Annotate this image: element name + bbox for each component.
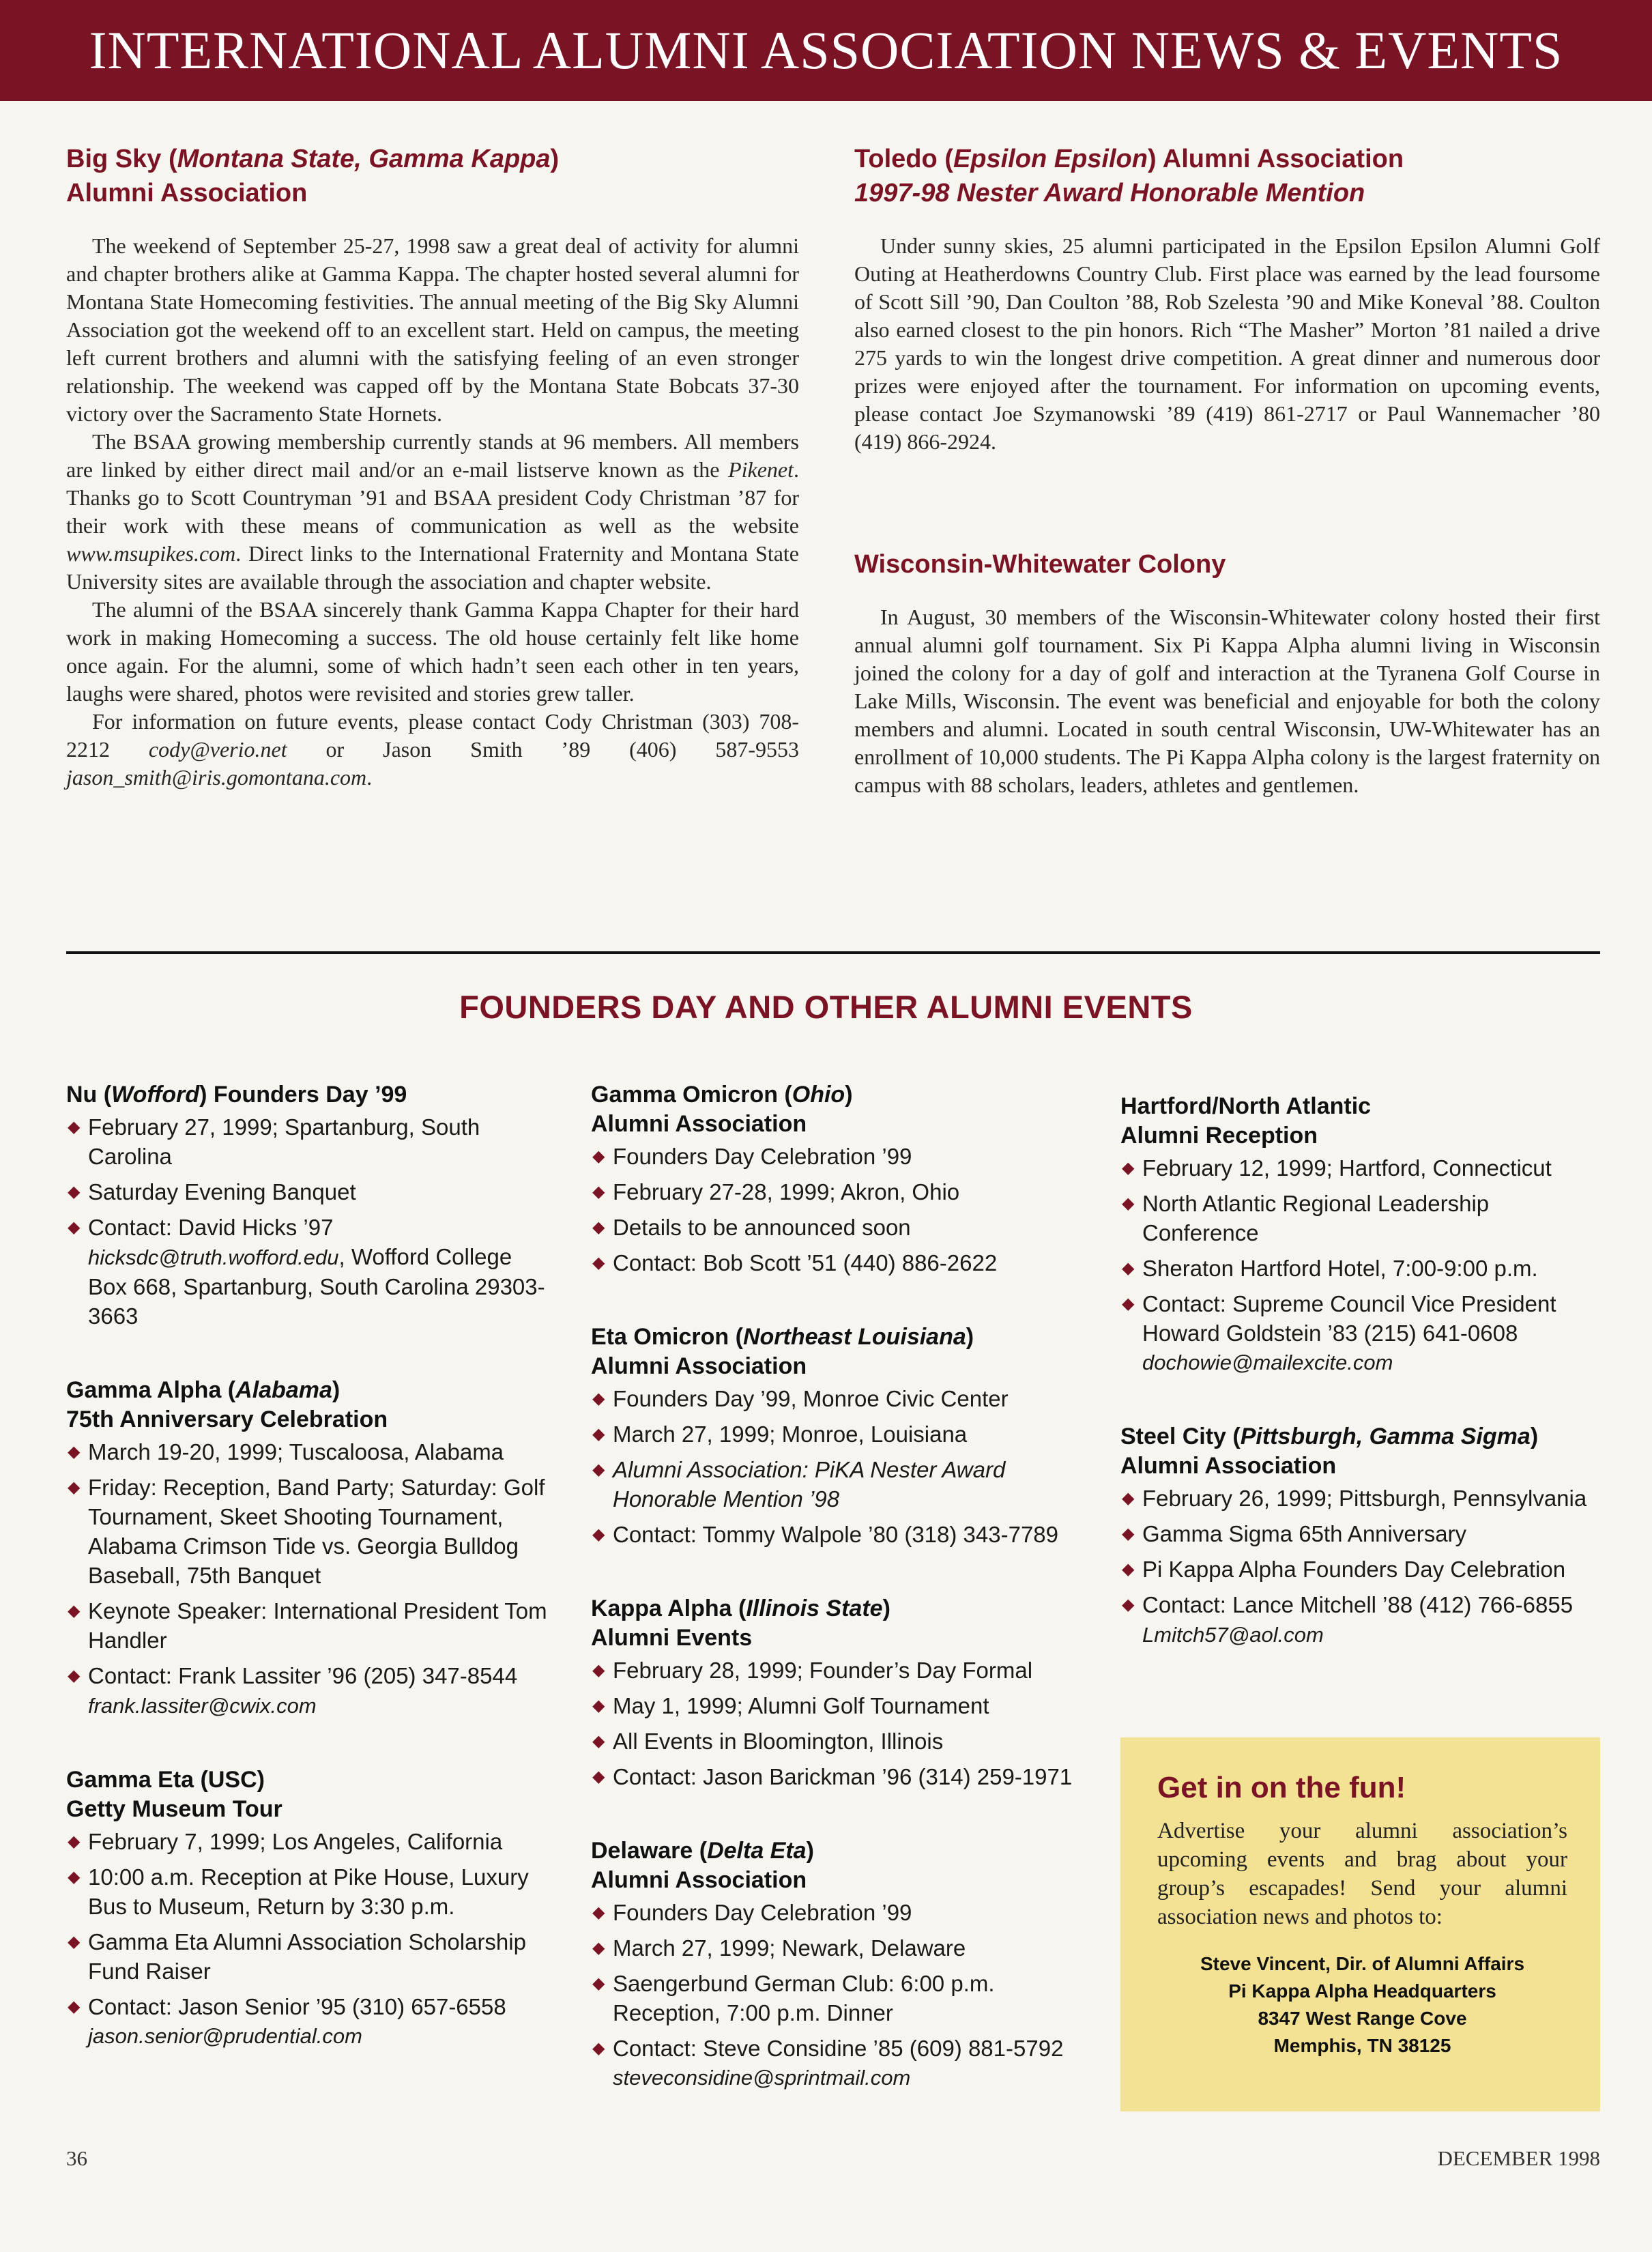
event-heading: Eta Omicron (Northeast Louisiana) Alumni Association — [591, 1324, 974, 1379]
list-item: ◆ Contact: Lance Mitchell ’88 (412) 766-6855 Lmitch57@aol.com — [1120, 1590, 1600, 1649]
list-item: ◆ February 28, 1999; Founder’s Day Formal — [591, 1656, 1075, 1685]
event-gamma-omicron — [591, 1080, 1075, 1277]
event-hartford — [1120, 1092, 1600, 1377]
list-item: ◆ February 27-28, 1999; Akron, Ohio — [591, 1177, 1075, 1207]
list-item: ◆ Contact: Steve Considine ’85 (609) 881-5792 steveconsidine@sprintmail.com — [591, 2034, 1075, 2092]
list-item: ◆ Pi Kappa Alpha Founders Day Celebration — [1120, 1555, 1600, 1584]
event-heading: Nu (Wofford) Founders Day ’99 — [66, 1082, 407, 1108]
bullet-icon: ◆ — [592, 2039, 605, 2058]
bullet-icon: ◆ — [592, 1767, 605, 1786]
events-section-title: FOUNDERS DAY AND OTHER ALUMNI EVENTS — [459, 989, 1193, 1025]
list-item: ◆ February 27, 1999; Spartanburg, South Carolina — [66, 1112, 551, 1171]
promo-box — [1120, 1737, 1600, 2111]
bullet-icon: ◆ — [1122, 1295, 1135, 1313]
bullet-icon: ◆ — [1122, 1560, 1135, 1578]
list-item: ◆ Contact: Bob Scott ’51 (440) 886-2622 — [591, 1248, 1075, 1277]
event-heading: Steel City (Pittsburgh, Gamma Sigma) Alumni Association — [1120, 1424, 1539, 1479]
bullet-icon: ◆ — [1122, 1489, 1135, 1507]
paragraph: Under sunny skies, 25 alumni participated in the Epsilon Epsilon Alumni Golf Outing at Heatherdowns Country Club. First place was earned by the lead foursome of Scott Sill ’90, Dan Coulton ’88, Rob Szelesta ’90 and Mike Koneval ’88. Coulton also earned closest to the pin honors. Rich “The Masher” Morton ’81 nailed a drive 275 yards to win the longest drive competition. A great dinner and numerous door prizes were enjoyed after the tournament. For information on upcoming events, please contact Joe Szymanowski ’89 (419) 861-2717 or Paul Wannemacher ’80 (419) 866-2924. — [854, 233, 1600, 454]
bullet-icon: ◆ — [592, 1147, 605, 1166]
section-divider — [66, 951, 1600, 954]
bullet-icon: ◆ — [592, 1218, 605, 1237]
event-kappa-alpha — [591, 1594, 1075, 1791]
bullet-icon: ◆ — [1122, 1596, 1135, 1614]
event-heading: Delaware (Delta Eta) Alumni Association — [591, 1838, 814, 1893]
email-link[interactable]: dochowie@mailexcite.com — [1142, 1351, 1393, 1374]
paragraph: The alumni of the BSAA sincerely thank Gamma Kappa Chapter for their hard work in making Homecoming a success. The old house certainly felt like home once again. For the alumni, some of which hadn’t seen each other in ten years, laughs were shared, photos were revisited and stories grew taller. — [66, 597, 799, 706]
bullet-icon: ◆ — [68, 1118, 81, 1136]
paragraph: In August, 30 members of the Wisconsin-Whitewater colony hosted their first annual alumni golf tournament. Six Pi Kappa Alpha alumni living in Wisconsin joined the colony for a day of golf and interaction at the Tyranena Golf Course in Lake Mills, Wisconsin. The event was beneficial and enjoyable for both the colony members and alumni. Located in south central Wisconsin, UW-Whitewater has an enrollment of 10,000 students. The Pi Kappa Alpha colony is the largest fraternity on campus with 88 scholars, leaders, athletes and gentlemen. — [854, 605, 1600, 797]
list-item: ◆ May 1, 1999; Alumni Golf Tournament — [591, 1691, 1075, 1720]
bullet-icon: ◆ — [68, 1832, 81, 1851]
article-title: Wisconsin-Whitewater Colony — [854, 550, 1226, 579]
bullet-icon: ◆ — [68, 1183, 81, 1201]
bullet-icon: ◆ — [68, 1602, 81, 1620]
paragraph: The BSAA growing membership currently stands at 96 members. All members are linked by either direct mail and/or an e-mail listserve known as the Pikenet. Thanks go to Scott Countryman ’91 and BSAA president Cody Christman ’87 for their work with these means of communication as well as the website www.msupikes.com. Direct links to the International Fraternity and Montana State University sites are available through the association and chapter website. — [66, 429, 799, 594]
bullet-icon: ◆ — [592, 1732, 605, 1750]
event-heading: Gamma Alpha (Alabama) 75th Anniversary Celebration — [66, 1377, 388, 1432]
event-nu — [66, 1080, 551, 1331]
bullet-icon: ◆ — [592, 1425, 605, 1443]
list-item: ◆ 10:00 a.m. Reception at Pike House, Luxury Bus to Museum, Return by 3:30 p.m. — [66, 1862, 551, 1921]
list-item: ◆ Contact: Supreme Council Vice President Howard Goldstein ’83 (215) 641-0608 dochowie@mailexcite.com — [1120, 1289, 1600, 1377]
article-big-sky — [66, 142, 799, 792]
bullet-icon: ◆ — [592, 1183, 605, 1201]
event-heading: Hartford/North Atlantic Alumni Reception — [1120, 1093, 1372, 1149]
list-item: ◆ February 26, 1999; Pittsburgh, Pennsylvania — [1120, 1484, 1600, 1513]
banner-title: INTERNATIONAL ALUMNI ASSOCIATION NEWS & EVENTS — [0, 0, 1652, 101]
list-item: ◆ February 12, 1999; Hartford, Connecticut — [1120, 1153, 1600, 1183]
bullet-icon: ◆ — [592, 1389, 605, 1408]
email-link[interactable]: frank.lassiter@cwix.com — [88, 1694, 317, 1718]
event-delaware — [591, 1836, 1075, 2092]
list-item: ◆ Saturday Evening Banquet — [66, 1177, 551, 1207]
list-item: ◆ Gamma Eta Alumni Association Scholarship Fund Raiser — [66, 1927, 551, 1986]
events-column-1 — [66, 1080, 551, 2096]
article-toledo — [854, 142, 1600, 456]
bullet-icon: ◆ — [592, 1974, 605, 1993]
issue-date: DECEMBER 1998 — [1437, 2146, 1600, 2170]
article-title: Toledo (Epsilon Epsilon) Alumni Association 1997-98 Nester Award Honorable Mention — [854, 145, 1404, 207]
list-item: ◆ Founders Day Celebration ’99 — [591, 1142, 1075, 1171]
bullet-icon: ◆ — [592, 1697, 605, 1715]
bullet-icon: ◆ — [68, 1478, 81, 1497]
promo-title: Get in on the fun! — [1157, 1771, 1406, 1804]
event-eta-omicron — [591, 1323, 1075, 1549]
page-number: 36 — [66, 2146, 87, 2170]
event-heading: Gamma Omicron (Ohio) Alumni Association — [591, 1082, 853, 1137]
event-steel-city — [1120, 1422, 1600, 1649]
website-link[interactable]: www.msupikes.com — [66, 541, 236, 566]
list-item: ◆ Gamma Sigma 65th Anniversary — [1120, 1519, 1600, 1548]
bullet-icon: ◆ — [592, 1525, 605, 1544]
list-item: ◆ North Atlantic Regional Leadership Conference — [1120, 1189, 1600, 1247]
event-heading: Gamma Eta (USC) Getty Museum Tour — [66, 1767, 282, 1822]
bullet-icon: ◆ — [1122, 1194, 1135, 1213]
list-item: ◆ March 27, 1999; Newark, Delaware — [591, 1933, 1075, 1963]
email-link[interactable]: hicksdc@truth.wofford.edu — [88, 1245, 339, 1269]
list-item: ◆ Keynote Speaker: International President Tom Handler — [66, 1596, 551, 1655]
bullet-icon: ◆ — [592, 1939, 605, 1957]
bullet-icon: ◆ — [68, 1218, 81, 1237]
bullet-icon: ◆ — [1122, 1525, 1135, 1543]
bullet-icon: ◆ — [592, 1460, 605, 1479]
bullet-icon: ◆ — [1122, 1259, 1135, 1277]
bullet-icon: ◆ — [68, 1666, 81, 1685]
bullet-icon: ◆ — [68, 1933, 81, 1951]
bullet-icon: ◆ — [1122, 1159, 1135, 1177]
list-item: ◆ Details to be announced soon — [591, 1213, 1075, 1242]
bullet-icon: ◆ — [68, 1868, 81, 1886]
bullet-icon: ◆ — [592, 1903, 605, 1922]
email-link[interactable]: jason.senior@prudential.com — [88, 2024, 362, 2048]
list-item: ◆ Sheraton Hartford Hotel, 7:00-9:00 p.m. — [1120, 1254, 1600, 1283]
article-body — [854, 232, 1600, 456]
promo-body: Advertise your alumni association’s upcoming events and brag about your group’s escapades! Send your alumni association news and photos to: — [1157, 1819, 1567, 1929]
article-body — [854, 603, 1600, 799]
email-link[interactable]: cody@verio.net — [148, 737, 287, 762]
email-link[interactable]: steveconsidine@sprintmail.com — [613, 2066, 911, 2090]
list-item: ◆ Saengerbund German Club: 6:00 p.m. Reception, 7:00 p.m. Dinner — [591, 1969, 1075, 2027]
bullet-icon: ◆ — [68, 1997, 81, 2016]
event-heading: Kappa Alpha (Illinois State) Alumni Events — [591, 1596, 890, 1651]
list-item: ◆ Founders Day Celebration ’99 — [591, 1898, 1075, 1927]
list-item: ◆ Contact: Jason Barickman ’96 (314) 259-1971 — [591, 1762, 1075, 1791]
article-body — [66, 232, 799, 792]
list-item: ◆ March 27, 1999; Monroe, Louisiana — [591, 1419, 1075, 1449]
list-item: ◆ Contact: David Hicks ’97 hicksdc@truth.wofford.edu, Wofford College Box 668, Spartanburg, South Carolina 29303-3663 — [66, 1213, 551, 1331]
promo-address: Steve Vincent, Dir. of Alumni Affairs Pi Kappa Alpha Headquarters 8347 West Range Cove Memphis, TN 38125 — [1200, 1953, 1525, 2056]
list-item: ◆ February 7, 1999; Los Angeles, California — [66, 1827, 551, 1856]
event-gamma-alpha — [66, 1376, 551, 1720]
list-item: ◆ Contact: Jason Senior ’95 (310) 657-6558 jason.senior@prudential.com — [66, 1992, 551, 2051]
event-gamma-eta — [66, 1765, 551, 2051]
bullet-icon: ◆ — [592, 1661, 605, 1679]
list-item: ◆ Contact: Frank Lassiter ’96 (205) 347-8544 frank.lassiter@cwix.com — [66, 1661, 551, 1720]
email-link[interactable]: Lmitch57@aol.com — [1142, 1623, 1324, 1647]
events-column-3 — [1120, 1092, 1600, 1694]
list-item: ◆ March 19-20, 1999; Tuscaloosa, Alabama — [66, 1437, 551, 1467]
list-item: ◆ All Events in Bloomington, Illinois — [591, 1727, 1075, 1756]
paragraph: For information on future events, please contact Cody Christman (303) 708-2212 cody@verio.net or Jason Smith ’89 (406) 587-9553 jason_smith@iris.gomontana.com. — [66, 709, 799, 790]
events-column-2 — [591, 1080, 1075, 2137]
paragraph: The weekend of September 25-27, 1998 saw a great deal of activity for alumni and chapter brothers alike at Gamma Kappa. The chapter hosted several alumni for Montana State Homecoming festivities. The annual meeting of the Big Sky Alumni Association got the weekend off to an excellent start. Held on campus, the meeting left current brothers and alumni with the satisfying feeling of an even stronger relationship. The weekend was capped off by the Montana State Bobcats 37-30 victory over the Sacramento State Hornets. — [66, 233, 799, 426]
bullet-icon: ◆ — [592, 1254, 605, 1272]
list-item: ◆ Founders Day ’99, Monroe Civic Center — [591, 1384, 1075, 1413]
article-title: Big Sky (Montana State, Gamma Kappa) Alumni Association — [66, 145, 560, 207]
list-item: ◆ Contact: Tommy Walpole ’80 (318) 343-7789 — [591, 1520, 1075, 1549]
list-item: ◆ Alumni Association: PiKA Nester Award Honorable Mention ’98 — [591, 1455, 1075, 1514]
bullet-icon: ◆ — [68, 1443, 81, 1461]
article-wisconsin — [854, 547, 1600, 799]
email-link[interactable]: jason_smith@iris.gomontana.com — [66, 765, 367, 790]
list-item: ◆ Friday: Reception, Band Party; Saturday: Golf Tournament, Skeet Shooting Tournament, Alabama Crimson Tide vs. Georgia Bulldog Baseball, 75th Banquet — [66, 1473, 551, 1590]
